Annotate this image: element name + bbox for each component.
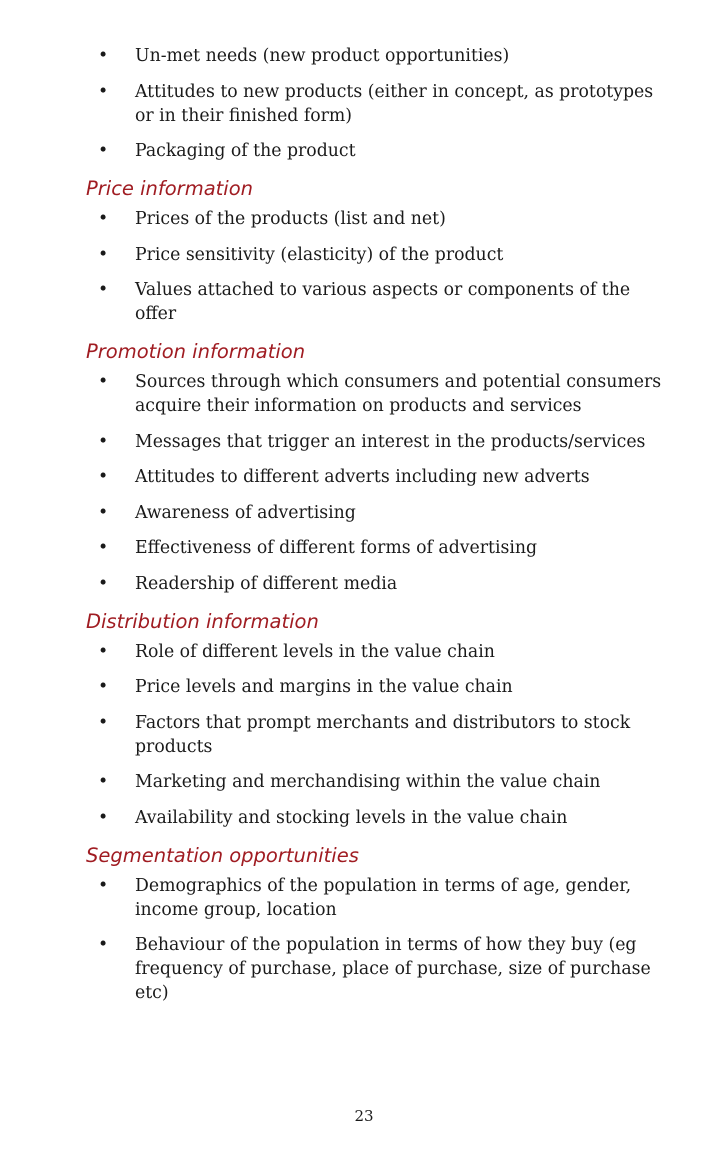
list-item-text: Demographics of the population in terms of age, gender, income group, location — [135, 875, 632, 920]
distribution-list — [86, 640, 666, 830]
bullet: • — [98, 280, 109, 300]
list-item-text: Packaging of the product — [135, 141, 356, 161]
segmentation-list — [86, 874, 666, 1006]
list-item — [86, 640, 666, 664]
bullet: • — [98, 467, 109, 487]
list-item-text: Attitudes to different adverts including new adverts — [135, 467, 590, 487]
list-item-text: Role of different levels in the value chain — [135, 641, 495, 662]
bullet: • — [98, 431, 109, 452]
list-item-text: Availability and stocking levels in the value chain — [135, 807, 568, 828]
page-content — [86, 44, 666, 1017]
section-heading-promotion: Promotion information — [86, 340, 306, 363]
list-item — [86, 370, 666, 418]
bullet: • — [98, 641, 109, 662]
list-item — [86, 465, 666, 489]
bullet: • — [98, 677, 109, 697]
list-item-text: Messages that trigger an interest in the products/services — [135, 431, 646, 452]
bullet: • — [98, 807, 109, 828]
bullet: • — [98, 875, 109, 896]
list-item-text: Values attached to various aspects or components of the offer — [135, 280, 631, 324]
list-item-text: Marketing and merchandising within the value chain — [135, 772, 601, 792]
list-item — [86, 675, 666, 699]
list-item — [86, 80, 666, 128]
bullet: • — [98, 244, 109, 265]
bullet: • — [98, 538, 109, 558]
bullet: • — [98, 372, 109, 392]
bullet: • — [98, 46, 109, 66]
list-item — [86, 770, 666, 794]
list-item — [86, 874, 666, 922]
section-heading-distribution: Distribution information — [86, 609, 319, 633]
bullet: • — [98, 502, 109, 523]
bullet: • — [98, 141, 109, 161]
list-item — [86, 933, 666, 1005]
list-item — [86, 44, 666, 68]
bullet: • — [98, 772, 109, 792]
list-item — [86, 572, 666, 596]
section-heading-price: Price information — [86, 177, 253, 200]
bullet: • — [98, 209, 109, 229]
bullet: • — [98, 573, 109, 594]
list-item-text: Effectiveness of different forms of advertising — [135, 538, 538, 558]
bullet: • — [98, 81, 109, 102]
list-item — [86, 430, 666, 454]
list-item — [86, 278, 666, 326]
list-item — [86, 806, 666, 830]
list-item-text: Behaviour of the population in terms of how they buy (eg frequency of purchase, place of purchase, size of purchase etc) — [135, 935, 651, 1003]
list-item — [86, 207, 666, 231]
list-item-text: Factors that prompt merchants and distributors to stock products — [135, 712, 631, 757]
list-item — [86, 536, 666, 560]
list-item-text: Attitudes to new products (either in concept, as prototypes or in their finished form) — [135, 81, 654, 126]
promotion-list — [86, 370, 666, 596]
bullet: • — [98, 935, 109, 955]
list-item-text: Price levels and margins in the value chain — [135, 677, 513, 697]
list-item-text: Sources through which consumers and potential consumers acquire their information on products and services — [135, 372, 662, 416]
intro-list — [86, 44, 666, 163]
section-heading-segmentation: Segmentation opportunities — [86, 843, 359, 867]
list-item-text: Prices of the products (list and net) — [135, 209, 446, 229]
bullet: • — [98, 712, 109, 733]
list-item — [86, 501, 666, 525]
page-number: 23 — [354, 1107, 374, 1125]
list-item-text: Un-met needs (new product opportunities) — [135, 46, 510, 66]
list-item-text: Price sensitivity (elasticity) of the product — [135, 244, 504, 265]
list-item — [86, 711, 666, 759]
list-item-text: Readership of different media — [135, 573, 398, 594]
price-list — [86, 207, 666, 326]
list-item — [86, 139, 666, 163]
list-item — [86, 243, 666, 267]
list-item-text: Awareness of advertising — [135, 502, 356, 523]
